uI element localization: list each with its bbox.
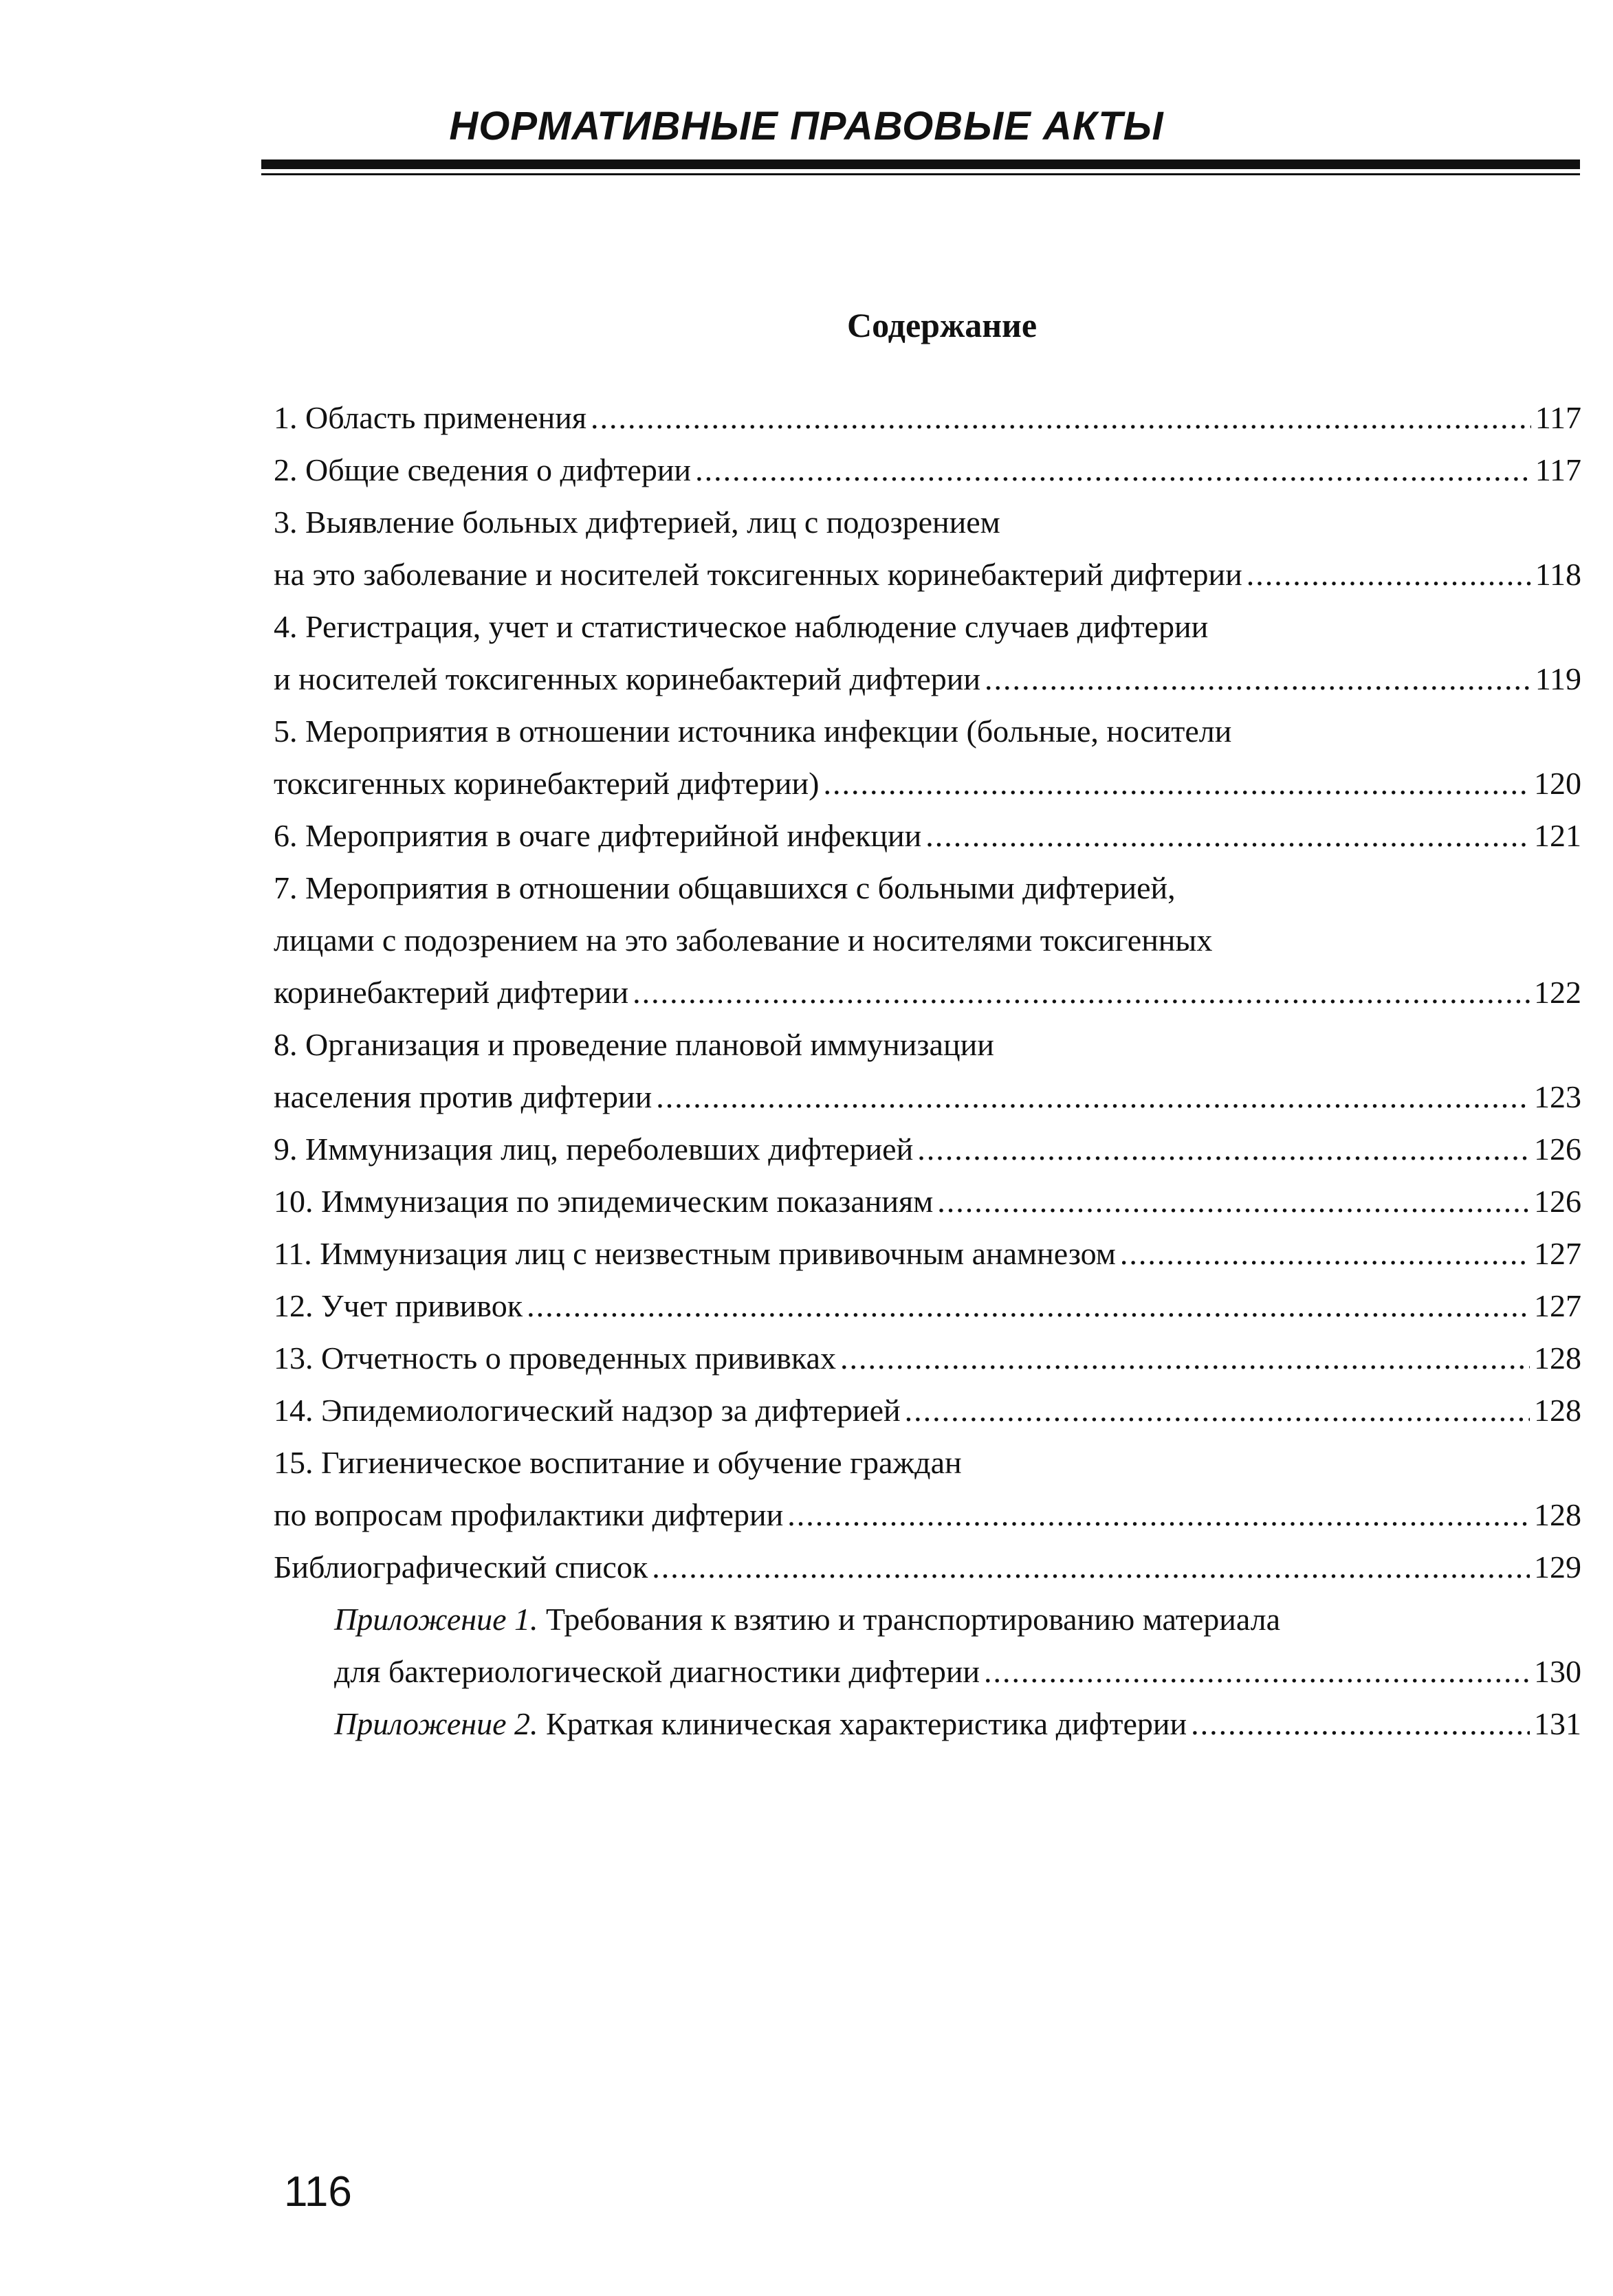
toc-page-number: 131 xyxy=(1534,1706,1581,1741)
toc-page-number: 119 xyxy=(1535,661,1581,696)
toc-page-number: 130 xyxy=(1534,1654,1581,1689)
toc-page-number: 122 xyxy=(1534,975,1581,1010)
toc-line[interactable] xyxy=(274,914,1581,967)
toc-line[interactable] xyxy=(274,758,1581,810)
toc-leader-dots xyxy=(1120,1228,1530,1280)
toc-page-number: 123 xyxy=(1534,1079,1581,1114)
appendix-label: Приложение 2. xyxy=(334,1706,538,1741)
toc-page-number: 117 xyxy=(1535,400,1581,435)
toc-leader-dots xyxy=(937,1175,1530,1228)
toc-line[interactable] xyxy=(274,444,1581,496)
toc-page-number: 121 xyxy=(1534,818,1581,853)
toc-page-number: 126 xyxy=(1534,1184,1581,1219)
toc-page-number: 128 xyxy=(1534,1340,1581,1376)
toc-leader-dots xyxy=(823,758,1530,810)
toc-entry-text: и носителей токсигенных коринебактерий дифтерии xyxy=(274,661,981,696)
page-number: 116 xyxy=(284,2168,352,2216)
header-rule-thick xyxy=(261,159,1580,169)
toc-line[interactable] xyxy=(274,1489,1581,1541)
toc-line[interactable] xyxy=(274,967,1581,1019)
toc-page-number: 128 xyxy=(1534,1497,1581,1532)
toc-leader-dots xyxy=(787,1489,1530,1541)
toc-leader-dots xyxy=(985,653,1531,705)
toc-entry-text: 11. Иммунизация лиц с неизвестным прививочным анамнезом xyxy=(274,1236,1116,1271)
toc-leader-dots xyxy=(591,392,1531,444)
toc-leader-dots xyxy=(1247,549,1531,601)
toc-leader-dots xyxy=(695,444,1531,496)
toc-entry-text: токсигенных коринебактерий дифтерии) xyxy=(274,766,820,801)
header-rule-thin xyxy=(261,173,1580,175)
toc-leader-dots xyxy=(925,810,1530,862)
toc-line[interactable] xyxy=(274,862,1581,914)
toc-leader-dots xyxy=(840,1332,1530,1384)
toc-line[interactable] xyxy=(274,496,1581,549)
toc-leader-dots xyxy=(633,967,1530,1019)
toc-entry-text: 2. Общие сведения о дифтерии xyxy=(274,452,692,487)
toc-line[interactable] xyxy=(274,1541,1581,1593)
toc-entry-text: 13. Отчетность о проведенных прививках xyxy=(274,1340,836,1376)
toc-leader-dots xyxy=(1191,1698,1530,1750)
toc-appendix-line[interactable] xyxy=(274,1593,1581,1646)
toc-entry-text: 4. Регистрация, учет и статистическое наблюдение случаев дифтерии xyxy=(274,609,1209,644)
toc-leader-dots xyxy=(984,1646,1530,1698)
toc-line[interactable] xyxy=(274,653,1581,705)
appendix-label: Приложение 1. xyxy=(334,1602,538,1637)
toc-page-number: 127 xyxy=(1534,1236,1581,1271)
toc-entry-text: 7. Мероприятия в отношении общавшихся с больными дифтерией, xyxy=(274,870,1176,905)
toc-page-number: 129 xyxy=(1534,1549,1581,1585)
toc-line[interactable] xyxy=(274,1071,1581,1123)
toc-entry-text: 9. Иммунизация лиц, переболевших дифтерией xyxy=(274,1132,914,1167)
toc-entry-text: населения против дифтерии xyxy=(274,1079,652,1114)
toc-leader-dots xyxy=(656,1071,1530,1123)
toc-entry-text: Библиографический список xyxy=(274,1549,648,1585)
toc-entry-text: по вопросам профилактики дифтерии xyxy=(274,1497,784,1532)
toc-line[interactable] xyxy=(274,1384,1581,1437)
toc-line[interactable] xyxy=(274,1437,1581,1489)
toc-line[interactable] xyxy=(274,549,1581,601)
toc-line[interactable] xyxy=(274,705,1581,758)
toc-page-number: 117 xyxy=(1535,452,1581,487)
toc-line[interactable] xyxy=(274,810,1581,862)
toc-leader-dots xyxy=(917,1123,1530,1175)
toc-line[interactable] xyxy=(274,1019,1581,1071)
toc-entry-text: 6. Мероприятия в очаге дифтерийной инфекции xyxy=(274,818,922,853)
table-of-contents xyxy=(274,392,1581,1750)
toc-page-number: 120 xyxy=(1534,766,1581,801)
toc-page-number: 118 xyxy=(1535,557,1581,592)
toc-heading: Содержание xyxy=(846,306,1038,344)
toc-entry-text: 8. Организация и проведение плановой иммунизации xyxy=(274,1027,994,1062)
toc-entry-text: 12. Учет прививок xyxy=(274,1288,523,1323)
toc-appendix-line[interactable] xyxy=(274,1698,1581,1750)
toc-entry-text: коринебактерий дифтерии xyxy=(274,975,629,1010)
toc-line[interactable] xyxy=(274,392,1581,444)
toc-entry-text: 5. Мероприятия в отношении источника инфекции (больные, носители xyxy=(274,714,1232,749)
toc-line[interactable] xyxy=(274,1280,1581,1332)
toc-entry-text: 14. Эпидемиологический надзор за дифтерией xyxy=(274,1393,901,1428)
toc-entry-text: для бактериологической диагностики дифтерии xyxy=(334,1654,980,1689)
toc-entry-text: 15. Гигиеническое воспитание и обучение граждан xyxy=(274,1445,962,1480)
toc-appendix-line[interactable] xyxy=(274,1646,1581,1698)
toc-page-number: 126 xyxy=(1534,1132,1581,1167)
toc-leader-dots xyxy=(527,1280,1530,1332)
toc-entry-text: лицами с подозрением на это заболевание и носителями токсигенных xyxy=(274,923,1213,958)
toc-line[interactable] xyxy=(274,1332,1581,1384)
toc-page-number: 127 xyxy=(1534,1288,1581,1323)
toc-line[interactable] xyxy=(274,1123,1581,1175)
toc-line[interactable] xyxy=(274,601,1581,653)
toc-leader-dots xyxy=(652,1541,1530,1593)
toc-entry-text: 3. Выявление больных дифтерией, лиц с подозрением xyxy=(274,505,1000,540)
toc-entry-text: Требования к взятию и транспортированию материала xyxy=(546,1602,1281,1637)
toc-entry-text: Краткая клиническая характеристика дифтерии xyxy=(546,1706,1187,1741)
toc-line[interactable] xyxy=(274,1228,1581,1280)
toc-entry-text: 1. Область применения xyxy=(274,400,587,435)
toc-leader-dots xyxy=(905,1384,1530,1437)
running-header: НОРМАТИВНЫЕ ПРАВОВЫЕ АКТЫ xyxy=(449,104,1164,148)
toc-line[interactable] xyxy=(274,1175,1581,1228)
toc-entry-text: 10. Иммунизация по эпидемическим показаниям xyxy=(274,1184,934,1219)
toc-entry-text: на это заболевание и носителей токсигенных коринебактерий дифтерии xyxy=(274,557,1242,592)
toc-page-number: 128 xyxy=(1534,1393,1581,1428)
